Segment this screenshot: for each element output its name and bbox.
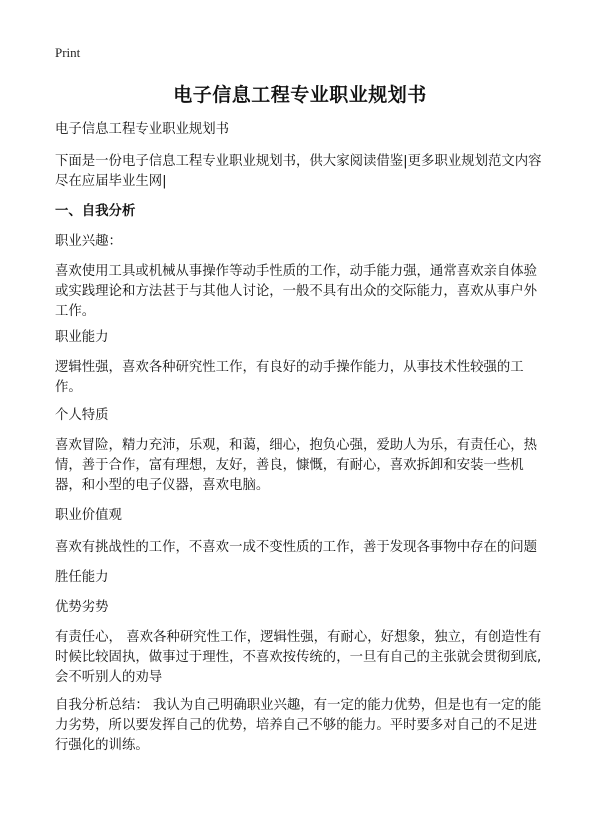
personal-traits-label: 个人特质 xyxy=(55,408,109,423)
competence-label: 胜任能力 xyxy=(55,570,109,585)
strengths-weaknesses-text: 有责任心， 喜欢各种研究性工作，逻辑性强，有耐心，好想象，独立，有创造性有时候比较固执，做事过于理性，不喜欢按传统的，一旦有自己的主张就会贯彻到底,会不听别人的劝导 xyxy=(55,630,542,685)
career-interest-label: 职业兴趣： xyxy=(55,234,122,249)
career-values-text: 喜欢有挑战性的工作，不喜欢一成不变性质的工作，善于发现各事物中存在的问题 xyxy=(55,540,538,555)
career-ability-label: 职业能力 xyxy=(55,330,109,345)
intro-paragraph: 下面是一份电子信息工程专业职业规划书，供大家阅读借鉴|更多职业规划范文内容尽在应届毕业生网| xyxy=(55,154,542,189)
career-values-label: 职业价值观 xyxy=(55,508,122,523)
self-analysis-summary: 自我分析总结： 我认为自己明确职业兴趣，有一定的能力优势，但是也有一定的能力劣势，所以要发挥自己的优势，培养自己不够的能力。平时要多对自己的不足进行强化的训练。 xyxy=(55,698,542,753)
section-heading-self-analysis: 一、自我分析 xyxy=(55,204,136,219)
document-title: 电子信息工程专业职业规划书 xyxy=(173,84,427,106)
print-link[interactable]: Print xyxy=(55,45,81,60)
personal-traits-text: 喜欢冒险，精力充沛，乐观，和蔼，细心，抱负心强，爱助人为乐，有责任心，热情，善于合作，富有理想，友好，善良，慷慨，有耐心，喜欢拆卸和安装一些机器，和小型的电子仪器，喜欢电脑。 xyxy=(55,438,538,493)
strengths-weaknesses-label: 优势劣势 xyxy=(55,600,109,615)
document-subtitle: 电子信息工程专业职业规划书 xyxy=(55,122,230,137)
career-interest-text: 喜欢使用工具或机械从事操作等动手性质的工作，动手能力强，通常喜欢亲自体验或实践理论和方法甚于与其他人讨论，一般不具有出众的交际能力，喜欢从事户外工作。 xyxy=(55,264,538,319)
career-ability-text: 逻辑性强，喜欢各种研究性工作，有良好的动手操作能力，从事技术性较强的工作。 xyxy=(55,360,524,395)
